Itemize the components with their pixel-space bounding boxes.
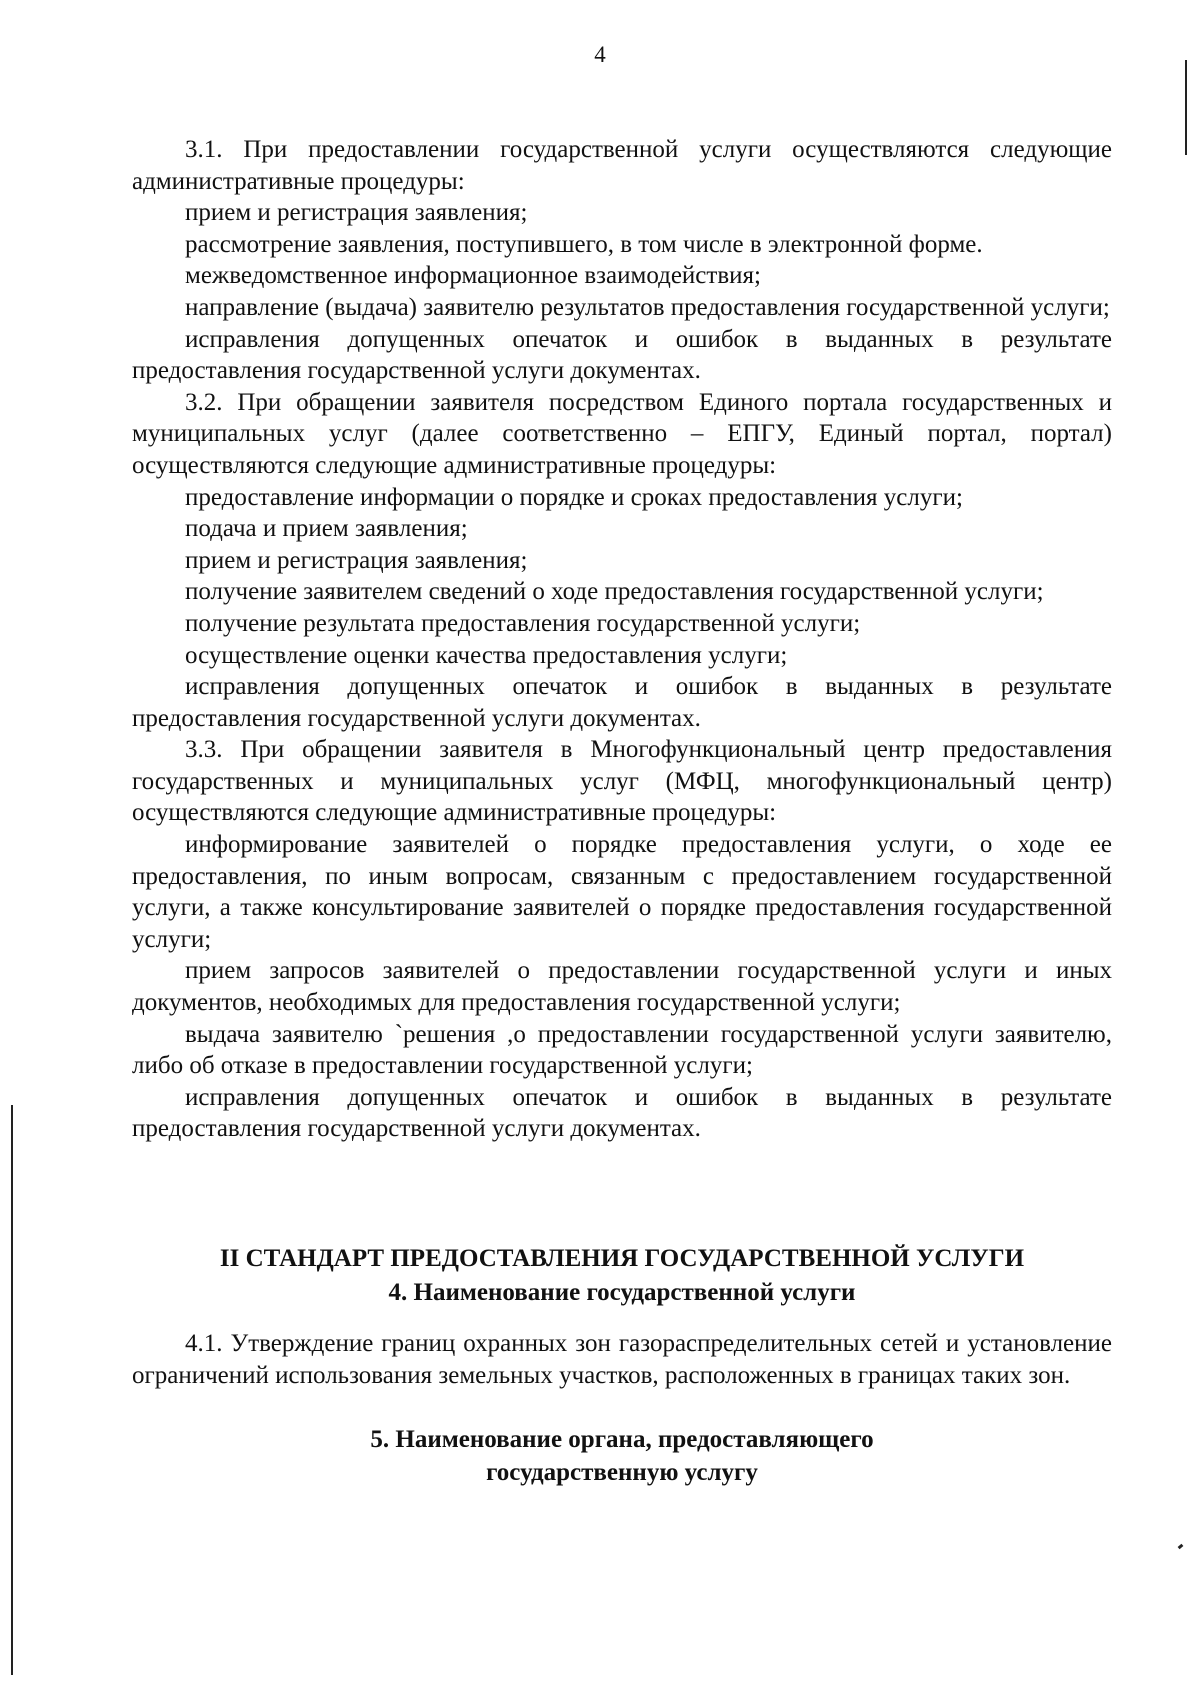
list-item: рассмотрение заявления, поступившего, в том числе в электронной форме. (185, 230, 983, 258)
list-item: прием запросов заявителей о предоставлении государственной услуги и иных документов, необходимых для предоставления государственной услуги; (132, 957, 1112, 1017)
para-3-3: 3.3. При обращении заявителя в Многофункциональный центр предоставления государственных и муниципальных услуг (МФЦ, многофункциональный центр) осуществляются следующие административные процедуры: (132, 736, 1112, 827)
section-heading-5-line2: государственную услугу (486, 1459, 758, 1486)
list-item: исправления допущенных опечаток и ошибок в выданных в результате предоставления государственной услуги документах. (132, 1083, 1112, 1143)
list-item: осуществление оценки качества предоставления услуги; (185, 641, 788, 669)
scan-speck (1178, 1544, 1184, 1550)
list-item: исправления допущенных опечаток и ошибок в выданных в результате предоставления государственной услуги документах. (132, 673, 1112, 732)
list-item: получение результата предоставления государственной услуги; (185, 609, 861, 637)
section-heading-4: 4. Наименование государственной услуги (388, 1279, 856, 1306)
para-4-1: 4.1. Утверждение границ охранных зон газораспределительных сетей и установление ограничений использования земельных участков, расположенных в границах таких зон. (132, 1330, 1112, 1389)
para-3-1: 3.1. При предоставлении государственной услуги осуществляются следующие административные процедуры: (132, 136, 1112, 195)
list-item: направление (выдача) заявителю результатов предоставления государственной услуги; (185, 293, 1110, 321)
scan-edge-mark-right (1185, 60, 1187, 155)
list-item: прием и регистрация заявления; (185, 546, 528, 574)
list-item: выдача заявителю `решения ,о предоставлении государственной услуги заявителю, либо об отказе в предоставлении государственной услуги; (132, 1020, 1112, 1080)
scan-edge-mark-left (11, 1105, 13, 1675)
list-item: межведомственное информационное взаимодействия; (185, 262, 761, 290)
list-item: подача и прием заявления; (185, 515, 468, 543)
list-item: предоставление информации о порядке и сроках предоставления услуги; (185, 483, 963, 511)
section-4-body (132, 1328, 1112, 1391)
chapter-title: II СТАНДАРТ ПРЕДОСТАВЛЕНИЯ ГОСУДАРСТВЕННОЙ УСЛУГИ (219, 1245, 1025, 1272)
page-number: 4 (594, 42, 606, 67)
list-item: прием и регистрация заявления; (185, 199, 528, 227)
list-item: исправления допущенных опечаток и ошибок в выданных в результате предоставления государственной услуги документах. (132, 325, 1112, 385)
section-heading-5-line1: 5. Наименование органа, предоставляющего (370, 1426, 874, 1453)
list-item: информирование заявителей о порядке предоставления услуги, о ходе ее предоставления, по иным вопросам, связанным с предоставлением государственной услуги, а также консультирование заявителей о порядке предоставления государственной услуги; (132, 831, 1112, 953)
para-3-2: 3.2. При обращении заявителя посредством Единого портала государственных и муниципальных услуг (далее соответственно – ЕПГУ, Единый портал, портал) осуществляются следующие административные процедуры: (132, 388, 1112, 479)
list-item: получение заявителем сведений о ходе предоставления государственной услуги; (185, 578, 1044, 606)
section-3-procedures (132, 134, 1112, 1145)
